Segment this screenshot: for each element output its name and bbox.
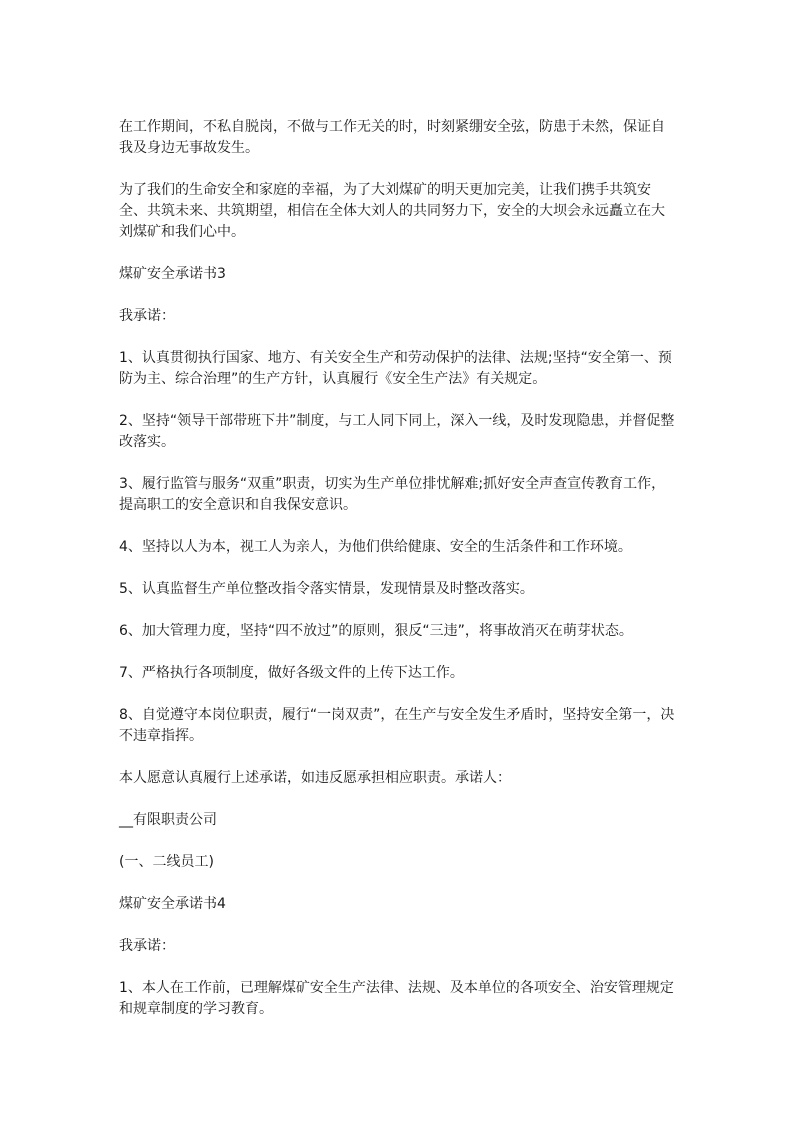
pledge-item-4: 4、坚持以人为本，视工人为亲人，为他们供给健康、安全的生活条件和工作环境。 <box>119 539 632 555</box>
pledge-item-6: 6、加大管理力度，坚持“四不放过”的原则，狠反“三违”，将事故消灭在萌芽状态。 <box>119 623 633 639</box>
pledge-item-1: 1、认真贯彻执行国家、地方、有关安全生产和劳动保护的法律、法规;坚持“安全第一、预防为主、综合治理”的生产方针，认真履行《安全生产法》有关规定。 <box>119 350 672 387</box>
paragraph-safety-pledge-closing: 为了我们的生命安全和家庭的幸福，为了大刘煤矿的明天更加完美，让我们携手共筑安全、共筑未来、共筑期望，相信在全体大刘人的共同努力下，安全的大坝会永远矗立在大刘煤矿和我们心中。 <box>119 182 665 240</box>
pledge-item-8: 8、自觉遵守本岗位职责，履行“一岗双责”，在生产与安全发生矛盾时，坚持安全第一，决不违章指挥。 <box>119 707 675 744</box>
pledge-statement: 本人愿意认真履行上述承诺，如违反愿承担相应职责。承诺人： <box>119 770 511 786</box>
pledge-item-5: 5、认真监督生产单位整改指令落实情景，发现情景及时整改落实。 <box>119 581 534 597</box>
pledge-item-7: 7、严格执行各项制度，做好各级文件的上传下达工作。 <box>119 665 464 681</box>
paragraph-work-period: 在工作期间，不私自脱岗，不做与工作无关的时，时刻紧绷安全弦，防患于未然，保证自我及身边无事故发生。 <box>119 119 665 156</box>
section-title-4: 煤矿安全承诺书4 <box>119 896 226 912</box>
employee-line: (一、二线员工) <box>119 854 214 870</box>
company-name: __有限职责公司 <box>119 812 217 828</box>
pledge-intro-3: 我承诺： <box>119 308 175 324</box>
pledge-4-item-1: 1、本人在工作前，已理解煤矿安全生产法律、法规、及本单位的各项安全、治安管理规定和规章制度的学习教育。 <box>119 980 674 1017</box>
section-title-3: 煤矿安全承诺书3 <box>119 266 226 282</box>
pledge-intro-4: 我承诺： <box>119 938 175 954</box>
pledge-item-3: 3、履行监管与服务“双重”职责，切实为生产单位排忧解难;抓好安全声查宣传教育工作，提高职工的安全意识和自我保安意识。 <box>119 476 666 513</box>
pledge-item-2: 2、坚持“领导干部带班下井”制度，与工人同下同上，深入一线，及时发现隐患，并督促整改落实。 <box>119 413 675 450</box>
